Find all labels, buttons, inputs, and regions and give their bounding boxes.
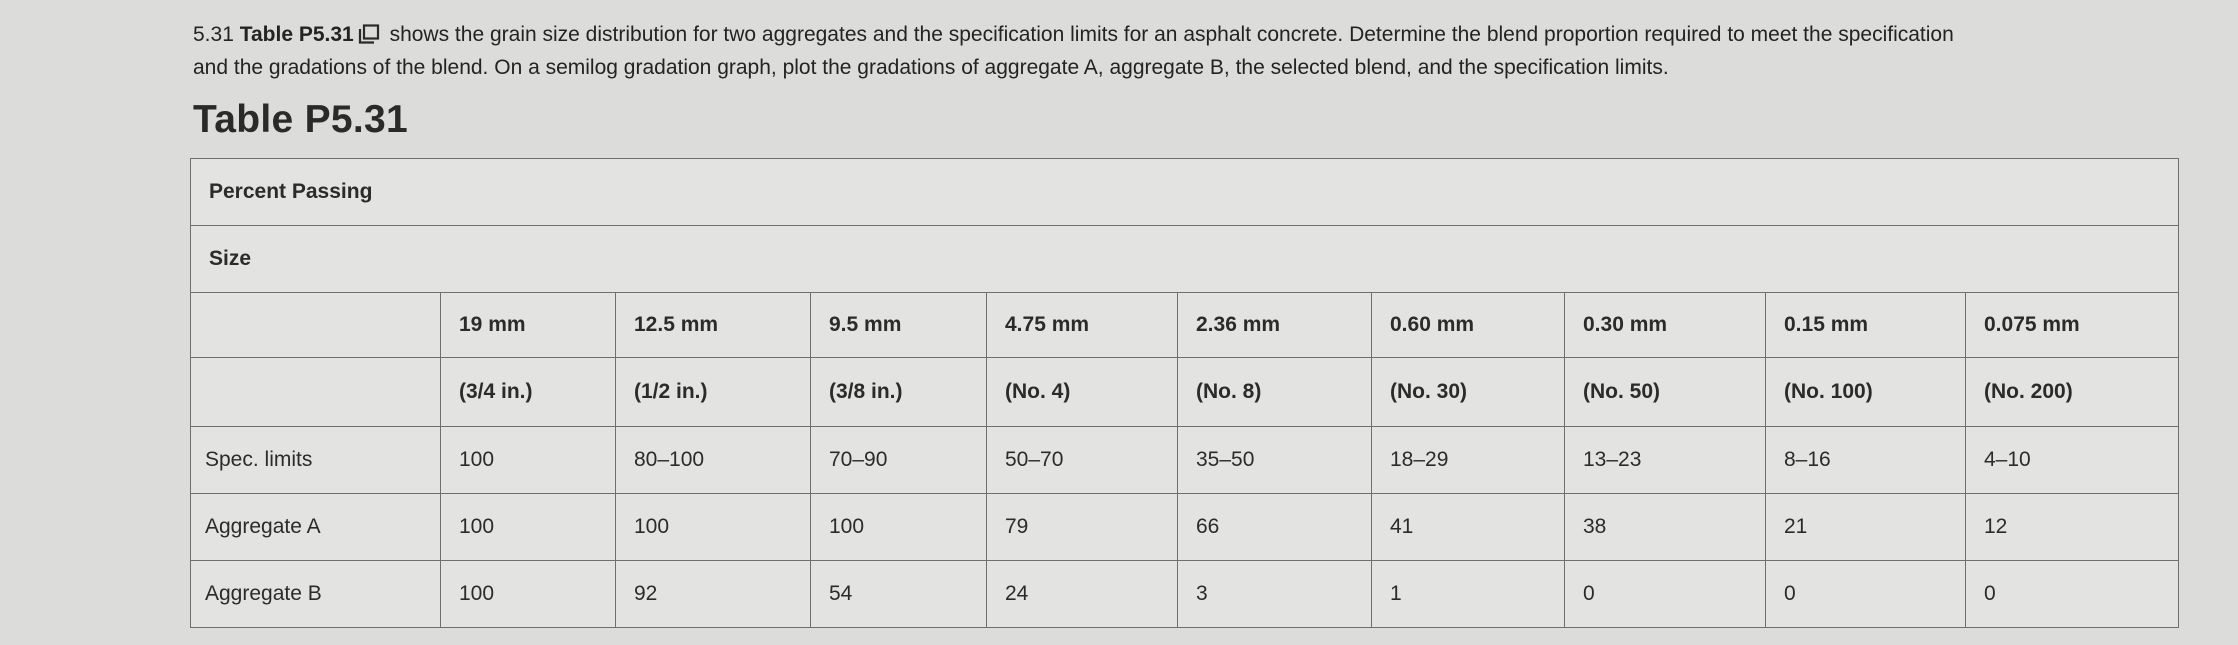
problem-number: 5.31 bbox=[193, 23, 234, 46]
data-cell: 1 bbox=[1372, 561, 1565, 628]
problem-statement bbox=[193, 20, 2183, 83]
sieve-in-row bbox=[191, 358, 2179, 427]
row-label: Aggregate B bbox=[191, 561, 441, 628]
data-cell: 18–29 bbox=[1372, 427, 1565, 494]
data-cell: 35–50 bbox=[1178, 427, 1372, 494]
data-cell: 24 bbox=[987, 561, 1178, 628]
data-cell: 0 bbox=[1766, 561, 1966, 628]
data-cell: 92 bbox=[616, 561, 811, 628]
sieve-in-cell: (No. 50) bbox=[1565, 358, 1766, 427]
data-cell: 79 bbox=[987, 494, 1178, 561]
sieve-in-cell: (3/4 in.) bbox=[441, 358, 616, 427]
sieve-in-cell: (No. 100) bbox=[1766, 358, 1966, 427]
data-cell: 66 bbox=[1178, 494, 1372, 561]
data-cell: 50–70 bbox=[987, 427, 1178, 494]
data-cell: 0 bbox=[1565, 561, 1766, 628]
table-row-aggregate-a bbox=[191, 494, 2179, 561]
data-cell: 8–16 bbox=[1766, 427, 1966, 494]
data-cell: 21 bbox=[1766, 494, 1966, 561]
data-cell: 100 bbox=[616, 494, 811, 561]
data-cell: 100 bbox=[441, 494, 616, 561]
sieve-in-cell: (1/2 in.) bbox=[616, 358, 811, 427]
data-cell: 41 bbox=[1372, 494, 1565, 561]
data-cell: 100 bbox=[811, 494, 987, 561]
empty-cell bbox=[191, 293, 441, 358]
sieve-in-cell: (No. 8) bbox=[1178, 358, 1372, 427]
row-label: Spec. limits bbox=[191, 427, 441, 494]
table-title: Table P5.31 bbox=[193, 98, 409, 141]
empty-cell bbox=[191, 358, 441, 427]
data-cell: 100 bbox=[441, 561, 616, 628]
gradation-table bbox=[190, 158, 2179, 628]
data-cell: 3 bbox=[1178, 561, 1372, 628]
size-header: Size bbox=[191, 226, 2179, 293]
sieve-mm-row bbox=[191, 293, 2179, 358]
sieve-mm-cell: 2.36 mm bbox=[1178, 293, 1372, 358]
open-in-new-icon[interactable] bbox=[358, 23, 380, 53]
data-cell: 38 bbox=[1565, 494, 1766, 561]
data-cell: 70–90 bbox=[811, 427, 987, 494]
sieve-mm-cell: 0.075 mm bbox=[1966, 293, 2179, 358]
sieve-mm-cell: 4.75 mm bbox=[987, 293, 1178, 358]
table-row-aggregate-b bbox=[191, 561, 2179, 628]
data-cell: 80–100 bbox=[616, 427, 811, 494]
data-cell: 4–10 bbox=[1966, 427, 2179, 494]
sieve-in-cell: (No. 30) bbox=[1372, 358, 1565, 427]
table-reference-link[interactable]: Table P5.31 bbox=[239, 23, 354, 46]
problem-text-line2: and the gradations of the blend. On a semilog gradation graph, plot the gradations of aggregate A, aggregate B, the selected blend, and the specification limits. bbox=[193, 56, 1669, 79]
sieve-mm-cell: 9.5 mm bbox=[811, 293, 987, 358]
size-row bbox=[191, 226, 2179, 293]
row-label: Aggregate A bbox=[191, 494, 441, 561]
table-row-spec-limits bbox=[191, 427, 2179, 494]
data-cell: 0 bbox=[1966, 561, 2179, 628]
data-cell: 13–23 bbox=[1565, 427, 1766, 494]
sieve-in-cell: (No. 200) bbox=[1966, 358, 2179, 427]
sieve-mm-cell: 19 mm bbox=[441, 293, 616, 358]
percent-passing-header: Percent Passing bbox=[191, 159, 2179, 226]
data-cell: 100 bbox=[441, 427, 616, 494]
problem-text-line1: shows the grain size distribution for two aggregates and the specification limits for an asphalt concrete. Determine the blend proportion required to meet the specification bbox=[389, 23, 1954, 46]
sieve-in-cell: (3/8 in.) bbox=[811, 358, 987, 427]
sieve-in-cell: (No. 4) bbox=[987, 358, 1178, 427]
sieve-mm-cell: 0.30 mm bbox=[1565, 293, 1766, 358]
data-cell: 54 bbox=[811, 561, 987, 628]
sieve-mm-cell: 0.60 mm bbox=[1372, 293, 1565, 358]
data-cell: 12 bbox=[1966, 494, 2179, 561]
sieve-mm-cell: 0.15 mm bbox=[1766, 293, 1966, 358]
table-header-row bbox=[191, 159, 2179, 226]
sieve-mm-cell: 12.5 mm bbox=[616, 293, 811, 358]
